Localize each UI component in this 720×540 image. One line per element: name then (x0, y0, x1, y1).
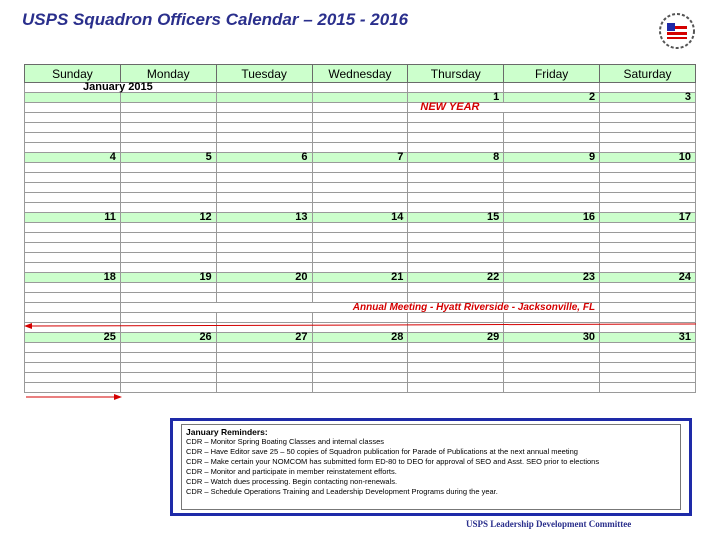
week-row (25, 153, 696, 163)
reminder-item: CDR – Monitor Spring Boating Classes and internal classes (186, 437, 385, 446)
date-cell: 1 (408, 93, 504, 103)
reminder-item: CDR – Schedule Operations Training and Leadership Development Programs during the year. (186, 487, 498, 496)
day-header-wednesday: Wednesday (312, 65, 408, 83)
date-cell (312, 93, 408, 103)
week-row (25, 93, 696, 103)
reminders-box (170, 418, 692, 516)
date-cell: 30 (504, 333, 600, 343)
event-new-year: NEW YEAR (408, 103, 600, 113)
date-cell: 29 (408, 333, 504, 343)
footer-credit: USPS Leadership Development Committee (466, 519, 632, 529)
date-cell: 15 (408, 213, 504, 223)
date-cell: 21 (312, 273, 408, 283)
date-cell (120, 93, 216, 103)
date-cell (25, 93, 121, 103)
reminder-item: CDR – Make certain your NOMCOM has submitted form ED-80 to DEO for approval of SEO and Asst. SEO prior to elections (186, 457, 600, 466)
week-row (25, 273, 696, 283)
date-cell: 5 (120, 153, 216, 163)
week-row (25, 333, 696, 343)
day-header-monday: Monday (120, 65, 216, 83)
usps-flag-emblem-icon (656, 10, 698, 52)
day-header-tuesday: Tuesday (216, 65, 312, 83)
date-cell: 8 (408, 153, 504, 163)
date-cell: 19 (120, 273, 216, 283)
date-cell: 9 (504, 153, 600, 163)
date-cell: 31 (600, 333, 696, 343)
date-cell: 4 (25, 153, 121, 163)
date-cell: 17 (600, 213, 696, 223)
date-cell: 7 (312, 153, 408, 163)
date-cell: 23 (504, 273, 600, 283)
date-cell: 25 (25, 333, 121, 343)
day-header-saturday: Saturday (600, 65, 696, 83)
date-cell (216, 93, 312, 103)
date-cell: 24 (600, 273, 696, 283)
date-cell: 22 (408, 273, 504, 283)
date-cell: 14 (312, 213, 408, 223)
page-title: USPS Squadron Officers Calendar – 2015 - 2016 (22, 10, 409, 29)
week-row (25, 213, 696, 223)
date-cell: 26 (120, 333, 216, 343)
date-cell: 13 (216, 213, 312, 223)
reminder-item: CDR – Have Editor save 25 – 50 copies of Squadron publication for Parade of Publications at the next annual meeting (186, 447, 578, 456)
date-cell: 10 (600, 153, 696, 163)
reminder-item: CDR – Watch dues processing. Begin contacting non-renewals. (186, 477, 398, 486)
date-cell: 6 (216, 153, 312, 163)
month-label: January 2015 (25, 83, 217, 93)
date-cell: 20 (216, 273, 312, 283)
day-header-friday: Friday (504, 65, 600, 83)
calendar-grid (24, 64, 696, 393)
date-cell: 16 (504, 213, 600, 223)
reminder-item: CDR – Monitor and participate in member reinstatement efforts. (186, 467, 397, 476)
day-header-sunday: Sunday (25, 65, 121, 83)
date-cell: 3 (600, 93, 696, 103)
event-annual-meeting: Annual Meeting - Hyatt Riverside - Jacksonville, FL (120, 303, 599, 313)
date-cell: 27 (216, 333, 312, 343)
date-cell: 2 (504, 93, 600, 103)
date-cell: 28 (312, 333, 408, 343)
day-header-row (25, 65, 696, 83)
day-header-thursday: Thursday (408, 65, 504, 83)
date-cell: 11 (25, 213, 121, 223)
date-cell: 18 (25, 273, 121, 283)
date-cell: 12 (120, 213, 216, 223)
annual-meeting-span-arrow-icon (24, 318, 696, 332)
reminders-title: January Reminders: (186, 427, 268, 437)
continuation-arrow-icon (26, 392, 122, 402)
